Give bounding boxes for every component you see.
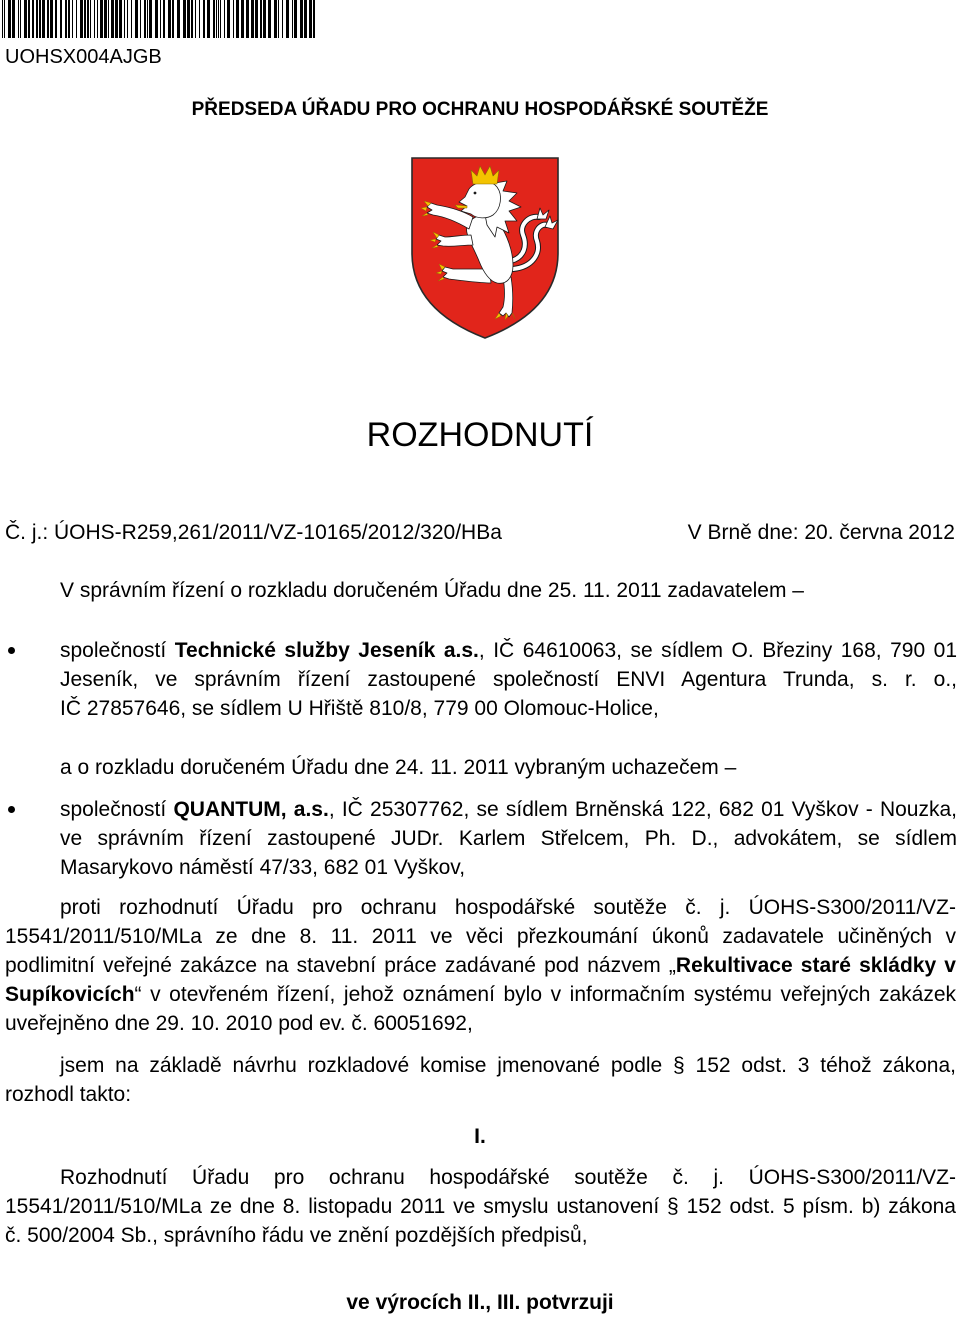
barcode-bar [282, 0, 283, 38]
party-2-line [60, 795, 957, 824]
barcode-bar [160, 0, 161, 38]
barcode-bar [294, 0, 297, 38]
subject-line: 15541/2011/510/MLa ze dne 8. 11. 2011 ve věci přezkoumání úkonů zadavatele učiněných v [5, 925, 956, 948]
barcode-bar [292, 0, 293, 38]
case-number: Č. j.: ÚOHS-R259,261/2011/VZ-10165/2012/320/HBa [5, 521, 502, 544]
barcode-bar [18, 0, 19, 38]
barcode-bar [127, 0, 128, 38]
barcode-bar [124, 0, 125, 38]
barcode-bar [268, 0, 271, 38]
barcode-bar [236, 0, 239, 38]
party-1-details: , IČ 64610063, se sídlem O. Březiny 168, 790 01 [478, 639, 957, 662]
barcode-bar [94, 0, 95, 38]
barcode-bar [187, 0, 190, 38]
barcode-bar [68, 0, 70, 38]
barcode-bar [100, 0, 103, 38]
decision-basis-line: rozhodl takto: [5, 1083, 132, 1106]
barcode-bar [149, 0, 152, 38]
subject-line: proti rozhodnutí Úřadu pro ochranu hospodářské soutěže č. j. ÚOHS-S300/2011/VZ- [60, 896, 956, 919]
party-2-line: Masarykovo náměstí 47/33, 682 01 Vyškov, [60, 856, 466, 879]
contract-name: Supíkovicích [5, 983, 135, 1006]
barcode-bar [12, 0, 15, 38]
decision-basis [5, 1051, 956, 1109]
barcode-bar [263, 0, 266, 38]
barcode-bar [144, 0, 146, 38]
party-2-name: QUANTUM, a.s. [173, 798, 329, 821]
barcode-bar [131, 0, 132, 38]
party-2-details: , IČ 25307762, se sídlem Brněnská 122, 682 01 Vyškov - Nouzka, [328, 798, 957, 821]
barcode-bar [278, 0, 279, 38]
barcode-bar [199, 0, 200, 38]
barcode-bar [135, 0, 138, 38]
barcode-bar [224, 0, 225, 38]
barcode-bar [42, 0, 45, 38]
barcode-bar [191, 0, 193, 38]
party-1-line: Jeseník, ve správním řízení zastoupené společností ENVI Agentura Trunda, s. r. o., [60, 668, 957, 691]
subject-line: uveřejněno dne 29. 10. 2010 pod ev. č. 60051692, [5, 1012, 473, 1035]
barcode-bar [304, 0, 307, 38]
barcode-bar [80, 0, 83, 38]
document-title: ROZHODNUTÍ [366, 416, 594, 454]
barcode-bar [207, 0, 210, 38]
barcode-bar [246, 0, 249, 38]
barcode-bar [72, 0, 73, 38]
barcode-bar [155, 0, 158, 38]
barcode-bar [55, 0, 57, 38]
barcode-bar [227, 0, 230, 38]
barcode-bar [28, 0, 30, 38]
barcode-bar [195, 0, 196, 38]
contract-name: Rekultivace staré skládky v [675, 954, 956, 977]
ruling-line: Rozhodnutí Úřadu pro ochranu hospodářské soutěže č. j. ÚOHS-S300/2011/VZ- [60, 1166, 956, 1189]
barcode-bar [260, 0, 262, 38]
party-1-block [60, 636, 957, 723]
coat-of-arms-emblem [409, 153, 561, 341]
barcode-bar [87, 0, 89, 38]
bullet-icon [8, 647, 15, 654]
ruling-paragraph [5, 1163, 956, 1250]
ruling-verdict: ve výrocích II., III. potvrzuji [346, 1291, 614, 1314]
barcode-bar [168, 0, 171, 38]
barcode-bar [172, 0, 174, 38]
barcode-bar [183, 0, 186, 38]
ruling-line: 15541/2011/510/MLa ze dne 8. listopadu 2011 ve smyslu ustanovení § 152 odst. 5 písm. b) zákona [5, 1195, 956, 1218]
barcode-bar [255, 0, 258, 38]
barcode-bar [241, 0, 244, 38]
party-1-prefix: společností [60, 639, 175, 662]
barcode-bar [97, 0, 98, 38]
issuing-authority: PŘEDSEDA ÚŘADU PRO OCHRANU HOSPODÁŘSKÉ SOUTĚŽE [191, 99, 769, 120]
barcode-bar [104, 0, 107, 38]
decision-basis-line: jsem na základě návrhu rozkladové komise jmenované podle § 152 odst. 3 téhož zákona, [60, 1054, 956, 1077]
barcode-bar [119, 0, 122, 38]
barcode-bar [60, 0, 62, 38]
subject-text: podlimitní veřejné zakázce na stavební práce zadávané pod názvem „ [5, 954, 676, 977]
barcode-bar [108, 0, 109, 38]
barcode-bar [147, 0, 148, 38]
barcode-bar [203, 0, 205, 38]
barcode-bar [309, 0, 312, 38]
bullet-icon [8, 806, 15, 813]
barcode [0, 0, 320, 38]
barcode-bar [213, 0, 215, 38]
second-appeal-intro: a o rozkladu doručeném Úřadu dne 24. 11. 2011 vybraným uchazečem – [60, 756, 737, 779]
party-2-block [60, 795, 957, 882]
barcode-bar [47, 0, 49, 38]
ruling-line: č. 500/2004 Sb., správního řádu ve znění pozdějších předpisů, [5, 1224, 588, 1247]
party-2-prefix: společností [60, 798, 174, 821]
barcode-bar [32, 0, 34, 38]
barcode-bar [313, 0, 315, 38]
subject-line [5, 951, 956, 980]
barcode-bar [218, 0, 219, 38]
subject-paragraph [5, 893, 956, 1038]
barcode-bar [163, 0, 165, 38]
barcode-bar [65, 0, 67, 38]
barcode-bar [140, 0, 141, 38]
barcode-bar [36, 0, 38, 38]
barcode-bar [220, 0, 221, 38]
party-1-line [60, 636, 957, 665]
party-1-name: Technické služby Jeseník a.s. [174, 639, 479, 662]
barcode-bar [233, 0, 234, 38]
barcode-bar [300, 0, 303, 38]
barcode-bar [8, 0, 11, 38]
barcode-bar [76, 0, 77, 38]
section-number: I. [474, 1125, 486, 1148]
barcode-bar [84, 0, 86, 38]
barcode-bar [274, 0, 277, 38]
barcode-bar [39, 0, 41, 38]
barcode-bar [111, 0, 114, 38]
subject-text: “ v otevřeném řízení, jehož oznámení bylo v informačním systému veřejných zakázek [134, 983, 956, 1006]
barcode-bar [177, 0, 180, 38]
barcode-bar [2, 0, 3, 38]
place-and-date: V Brně dne: 20. června 2012 [687, 521, 955, 544]
proceedings-intro: V správním řízení o rozkladu doručeném Úřadu dne 25. 11. 2011 zadavatelem – [60, 579, 804, 602]
subject-line [5, 980, 956, 1009]
barcode-bar [24, 0, 27, 38]
document-code: UOHSX004AJGB [5, 46, 162, 68]
barcode-bar [286, 0, 289, 38]
barcode-bar [20, 0, 21, 38]
barcode-bar [251, 0, 254, 38]
barcode-bar [216, 0, 217, 38]
barcode-bar [4, 0, 5, 38]
party-1-line: IČ 27857646, se sídlem U Hřiště 810/8, 779 00 Olomouc-Holice, [60, 697, 659, 720]
party-2-line: ve správním řízení zastoupené JUDr. Karlem Střelcem, Ph. D., advokátem, se sídlem [60, 827, 957, 850]
barcode-bar [50, 0, 53, 38]
barcode-bar [90, 0, 91, 38]
barcode-bar [115, 0, 118, 38]
